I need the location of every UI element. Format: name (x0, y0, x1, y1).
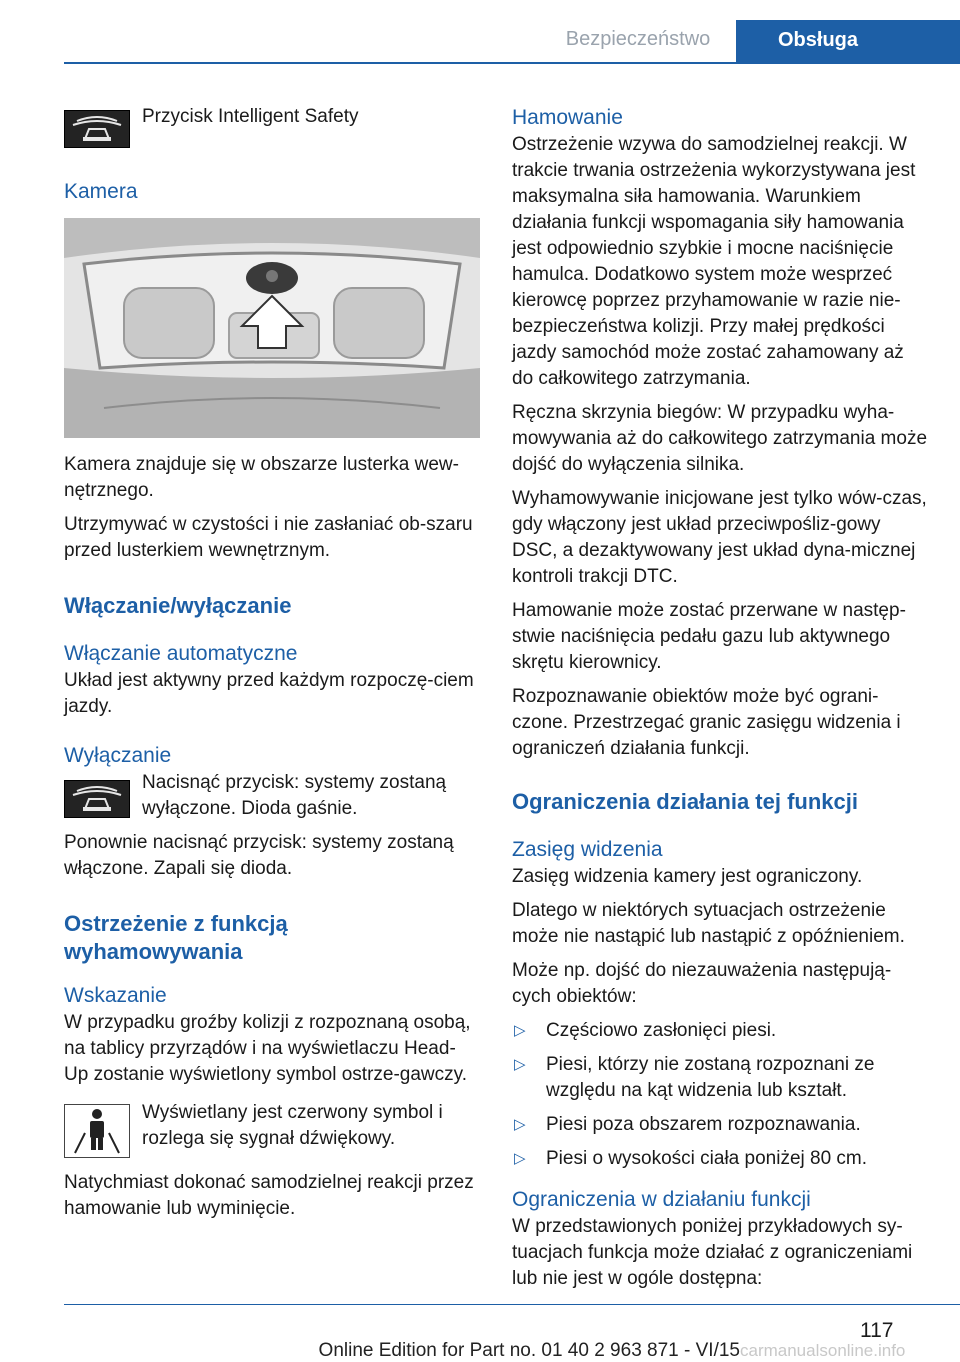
auto-on-heading: Włączanie automatyczne (64, 642, 298, 665)
list-item: ▷ Piesi o wysokości ciała poniżej 80 cm. (512, 1146, 928, 1172)
safety-button-row (64, 100, 480, 148)
list-item: ▷ Częściowo zasłonięci piesi. (512, 1018, 928, 1044)
header-tab-label: Obsługa (777, 29, 858, 51)
intelligent-safety-button-icon (64, 780, 130, 818)
header-tab (736, 20, 960, 62)
switch-on-again-paragraph: Ponownie nacisnąć przycisk: systemy zostaną włączone. Zapali się dioda. (64, 832, 454, 879)
camera-paragraph-1: Kamera znajduje się w obszarze lusterka wew-nętrznego. (64, 454, 459, 501)
safety-button-label: Przycisk Intelligent Safety (142, 106, 359, 127)
list-item: ▷ Piesi poza obszarem rozpoznawania. (512, 1112, 928, 1138)
indication-paragraph: W przypadku groźby kolizji z rozpoznaną osobą, na tablicy przyrządów i na wyświetlaczu Head-Up zostanie wyświetlony symbol ostrze-gawczy. (64, 1012, 471, 1085)
pedestrian-warning-icon (64, 1104, 130, 1158)
final-instruction: Natychmiast dokonać samodzielnej reakcji przez hamowanie lub wyminięcie. (64, 1172, 474, 1219)
page-number: 117 (860, 1319, 894, 1342)
braking-paragraph-5: Rozpoznawanie obiektów może być ograni-czone. Przestrzegać granic zasięgu widzenia i ograniczeń działania funkcji. (512, 686, 901, 759)
on-off-heading: Włączanie/wyłączanie (64, 593, 292, 618)
camera-heading: Kamera (64, 180, 138, 203)
braking-paragraph-1: Ostrzeżenie wzywa do samodzielnej reakcji. W trakcie trwania ostrzeżenia wykorzystywana jest maksymalna siła hamowania. Warunkiem działania funkcji wspomagania siły hamowania jest odpowiednio szybkie i mocne naciśnięcie hamulca. Dodatkowo system może wesprzeć kierowcę poprzez przyhamowanie w razie nie-bezpieczeństwa kolizji. Przy małej prędkości jazdy samochód może zostać zahamowany aż do całkowitego zatrzymania. (512, 134, 916, 389)
camera-paragraph-2: Utrzymywać w czystości i nie zasłaniać ob-szaru przed lusterkiem wewnętrznym. (64, 514, 473, 561)
header-rule (64, 62, 960, 64)
intelligent-safety-button-icon (64, 110, 130, 148)
footer-rule (64, 1304, 960, 1305)
limits-2-heading: Ograniczenia w działaniu funkcji (512, 1188, 811, 1211)
list-item: ▷ Piesi, którzy nie zostaną rozpoznani ze względu na kąt widzenia lub kształt. (514, 1054, 875, 1101)
unrecognized-objects-list (512, 1018, 928, 1172)
limits-2-paragraph: W przedstawionych poniżej przykładowych sy-tuacjach funkcja może działać z ograniczeniami lub nie jest w ogóle dostępna: (512, 1216, 913, 1289)
warning-heading: Ostrzeżenie z funkcją wyhamowywania (64, 911, 288, 964)
triangle-bullet-icon: ▷ (514, 1022, 526, 1039)
switch-off-row (64, 770, 480, 822)
camera-photo (64, 218, 480, 438)
range-paragraph-1: Zasięg widzenia kamery jest ograniczony. (512, 866, 863, 887)
edition-line: Online Edition for Part no. 01 40 2 963 871 - VI/15 (318, 1340, 740, 1361)
pedestrian-warning-text: Wyświetlany jest czerwony symbol i rozlega się sygnał dźwiękowy. (142, 1102, 443, 1149)
page-header (0, 0, 960, 64)
watermark: carmanualsonline.info (740, 1341, 906, 1360)
braking-paragraph-4: Hamowanie może zostać przerwane w następ-stwie naciśnięcia pedału gazu lub aktywnego skrętu kierownicy. (512, 600, 906, 673)
braking-heading: Hamowanie (512, 106, 623, 129)
triangle-bullet-icon: ▷ (514, 1056, 526, 1073)
indication-heading: Wskazanie (64, 984, 167, 1007)
range-paragraph-2: Dlatego w niektórych sytuacjach ostrzeżenie może nie nastąpić lub nastąpić z opóźnieniem. (512, 900, 905, 947)
triangle-bullet-icon: ▷ (514, 1116, 526, 1133)
range-paragraph-3: Może np. dojść do niezauważenia następują-cych obiektów: (512, 960, 892, 1007)
triangle-bullet-icon: ▷ (514, 1150, 526, 1167)
left-column (64, 100, 480, 1230)
braking-paragraph-2: Ręczna skrzynia biegów: W przypadku wyha-mowywania aż do całkowitego zatrzymania może dojść do wyłączenia silnika. (512, 402, 928, 475)
auto-on-paragraph: Układ jest aktywny przed każdym rozpoczę-ciem jazdy. (64, 670, 474, 717)
right-column (512, 104, 928, 1300)
pedestrian-row (64, 1100, 480, 1158)
switch-off-text: Nacisnąć przycisk: systemy zostaną wyłączone. Dioda gaśnie. (142, 772, 447, 819)
switch-off-heading: Wyłączanie (64, 744, 172, 767)
braking-paragraph-3: Wyhamowywanie inicjowane jest tylko wów-czas, gdy włączony jest układ przeciwpośliz-gowy DSC, a dezaktywowany jest układ dyna-micznej kontroli trakcji DTC. (512, 488, 927, 587)
header-section-label: Bezpieczeństwo (565, 28, 711, 50)
range-heading: Zasięg widzenia (512, 838, 663, 861)
limits-heading: Ograniczenia działania tej funkcji (512, 789, 858, 814)
